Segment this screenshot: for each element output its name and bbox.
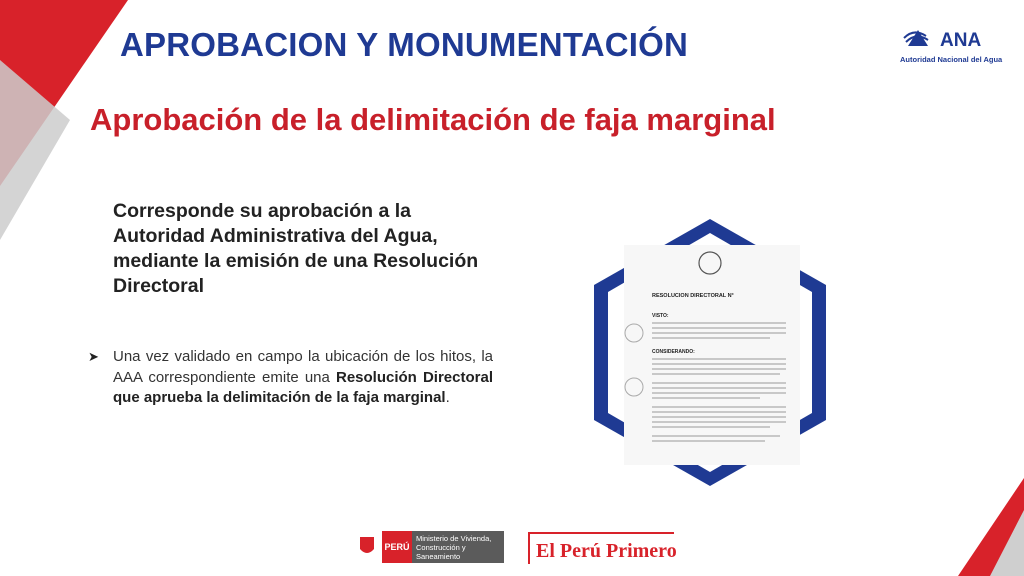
slide-subtitle: Aprobación de la delimitación de faja marginal [90, 102, 776, 137]
bullet-text-plain: Una vez validado en campo la ubicación de los hitos, la AAA correspondiente emite una [113, 348, 493, 386]
peru-shield-icon [352, 531, 382, 563]
bullet-text-end: . [445, 389, 450, 406]
document-page [624, 245, 800, 465]
slide-title: APROBACION Y MONUMENTACIÓN [120, 26, 689, 63]
ministry-badge [352, 531, 504, 563]
bullet-text [113, 347, 493, 409]
intro-paragraph: Corresponde su aprobación a la Autoridad Administrativa del Agua, mediante la emisión de una Resolución Directoral [113, 200, 479, 297]
document-heading: RESOLUCION DIRECTORAL N° [652, 293, 734, 299]
ministry-name: Ministerio de Vivienda, Construcción y Saneamiento [412, 531, 504, 563]
logo-subtitle: Autoridad Nacional del Agua [900, 55, 1003, 64]
document-section-considerando: CONSIDERANDO: [652, 349, 695, 355]
document-section-visto: VISTO: [652, 313, 669, 319]
resolution-document-image [590, 215, 830, 490]
bullet-text-bold: Resolución Directoral que aprueba la delimitación de la faja marginal [113, 368, 493, 406]
campaign-logo: El Perú Primero [528, 532, 674, 564]
arrow-bullet-icon: ➤ [88, 349, 99, 364]
ministry-country: PERÚ [382, 531, 412, 563]
logo-name: ANA [940, 30, 982, 51]
